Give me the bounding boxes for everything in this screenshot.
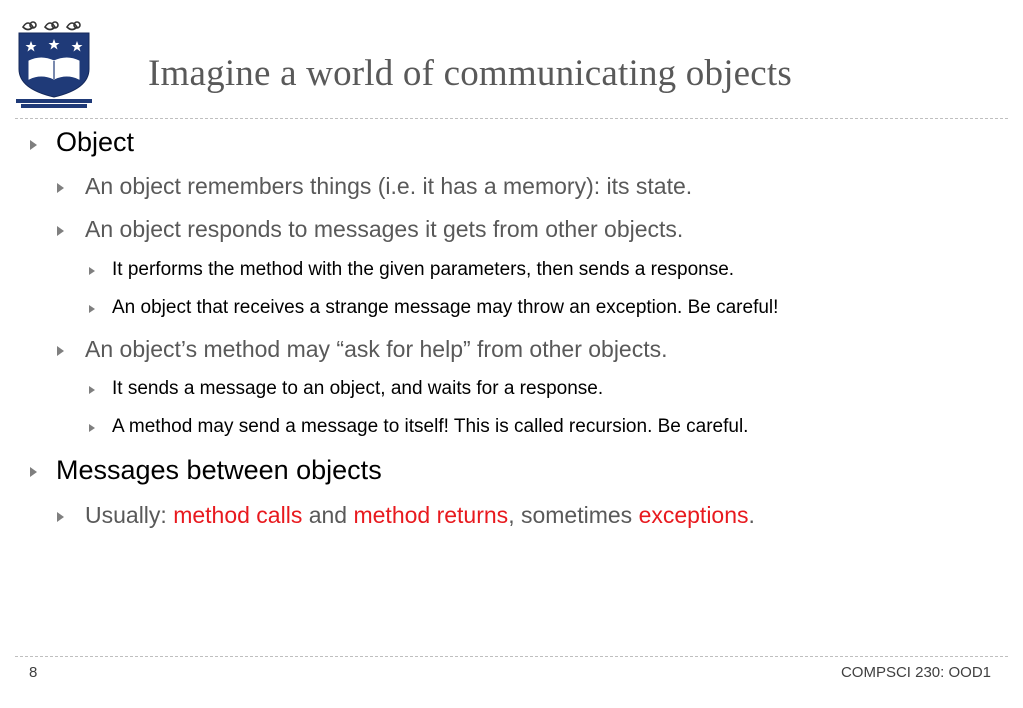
bullet-arrow-icon xyxy=(30,140,37,150)
footer-divider xyxy=(15,656,1008,657)
bullet-level2: An object remembers things (i.e. it has a memory): its state. xyxy=(85,173,693,199)
bullet-arrow-icon xyxy=(89,305,95,313)
bullet-arrow-icon xyxy=(89,424,95,432)
text-usually: Usually: xyxy=(85,502,174,528)
emphasis-exceptions: exceptions xyxy=(638,502,749,528)
page-number: 8 xyxy=(29,664,38,681)
bullet-arrow-icon xyxy=(89,267,95,275)
bullet-arrow-icon xyxy=(89,386,95,394)
bullet-level1: Messages between objects xyxy=(56,455,382,485)
bullet-level2-messages xyxy=(85,502,755,529)
bullet-arrow-icon xyxy=(57,183,64,193)
text-period: . xyxy=(748,502,755,528)
bullet-level3: A method may send a message to itself! This is called recursion. Be careful. xyxy=(112,416,749,437)
bullet-level2: An object’s method may “ask for help” from other objects. xyxy=(85,336,668,362)
bullet-arrow-icon xyxy=(57,346,64,356)
emphasis-method-returns: method returns xyxy=(353,502,509,528)
text-sometimes: , sometimes xyxy=(508,502,639,528)
bullet-level1: Object xyxy=(56,127,135,157)
bullet-arrow-icon xyxy=(57,226,64,236)
bullet-level3: It performs the method with the given parameters, then sends a response. xyxy=(112,259,735,280)
bullet-arrow-icon xyxy=(57,512,64,522)
text-and: and xyxy=(302,502,354,528)
emphasis-method-calls: method calls xyxy=(173,502,303,528)
bullet-arrow-icon xyxy=(30,467,37,477)
slide-title: Imagine a world of communicating objects xyxy=(148,53,793,94)
bullet-level3: It sends a message to an object, and waits for a response. xyxy=(112,378,604,399)
bullet-level2: An object responds to messages it gets from other objects. xyxy=(85,216,684,242)
course-label: COMPSCI 230: OOD1 xyxy=(840,664,991,681)
bullet-level3: An object that receives a strange message may throw an exception. Be careful! xyxy=(112,297,779,318)
